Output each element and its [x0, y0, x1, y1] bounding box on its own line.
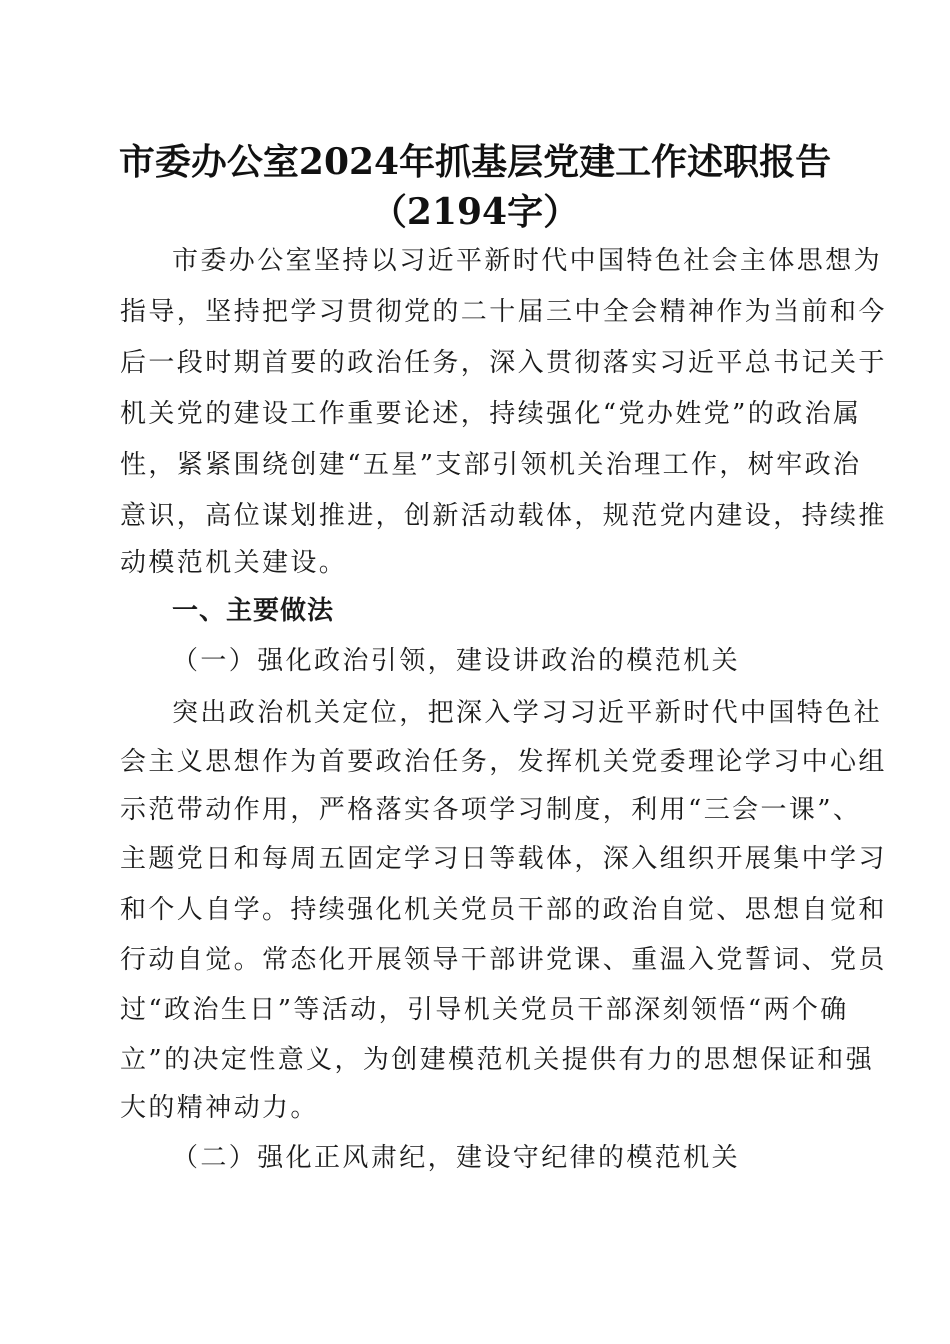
- body-line: 示范带动作用，严格落实各项学习制度，利用“三会一课”、: [120, 795, 862, 825]
- body-line: 立”的决定性意义，为创建模范机关提供有力的思想保证和强: [120, 1045, 875, 1075]
- intro-line: 指导，坚持把学习贯彻党的二十届三中全会精神作为当前和今: [120, 297, 887, 327]
- section-heading: 一、主要做法: [172, 596, 335, 626]
- subsection-heading: （一）强化政治引领，建设讲政治的模范机关: [172, 646, 741, 676]
- document-title: 市委办公室2024年抓基层党建工作述职报告: [118, 141, 832, 183]
- body-line: 大的精神动力。: [120, 1093, 319, 1123]
- intro-line: 动模范机关建设。: [120, 548, 348, 578]
- subsection-heading: （二）强化正风肃纪，建设守纪律的模范机关: [172, 1143, 741, 1173]
- document-word-count: （2194字）: [370, 191, 580, 233]
- body-line: 会主义思想作为首要政治任务，发挥机关党委理论学习中心组: [120, 747, 887, 777]
- intro-line: 意识，高位谋划推进，创新活动载体，规范党内建设，持续推: [120, 501, 887, 531]
- body-line: 过“政治生日”等活动，引导机关党员干部深刻领悟“两个确: [120, 995, 849, 1025]
- body-line: 行动自觉。常态化开展领导干部讲党课、重温入党誓词、党员: [120, 945, 887, 975]
- body-line: 和个人自学。持续强化机关党员干部的政治自觉、思想自觉和: [120, 895, 887, 925]
- intro-line: 市委办公室坚持以习近平新时代中国特色社会主体思想为: [172, 246, 883, 276]
- intro-line: 后一段时期首要的政治任务，深入贯彻落实习近平总书记关于: [120, 348, 887, 378]
- intro-line: 机关党的建设工作重要论述，持续强化“党办姓党”的政治属: [120, 399, 862, 429]
- intro-line: 性，紧紧围绕创建“五星”支部引领机关治理工作，树牢政治: [120, 450, 862, 480]
- body-line: 主题党日和每周五固定学习日等载体，深入组织开展集中学习: [120, 844, 887, 874]
- body-line: 突出政治机关定位，把深入学习习近平新时代中国特色社: [172, 698, 883, 728]
